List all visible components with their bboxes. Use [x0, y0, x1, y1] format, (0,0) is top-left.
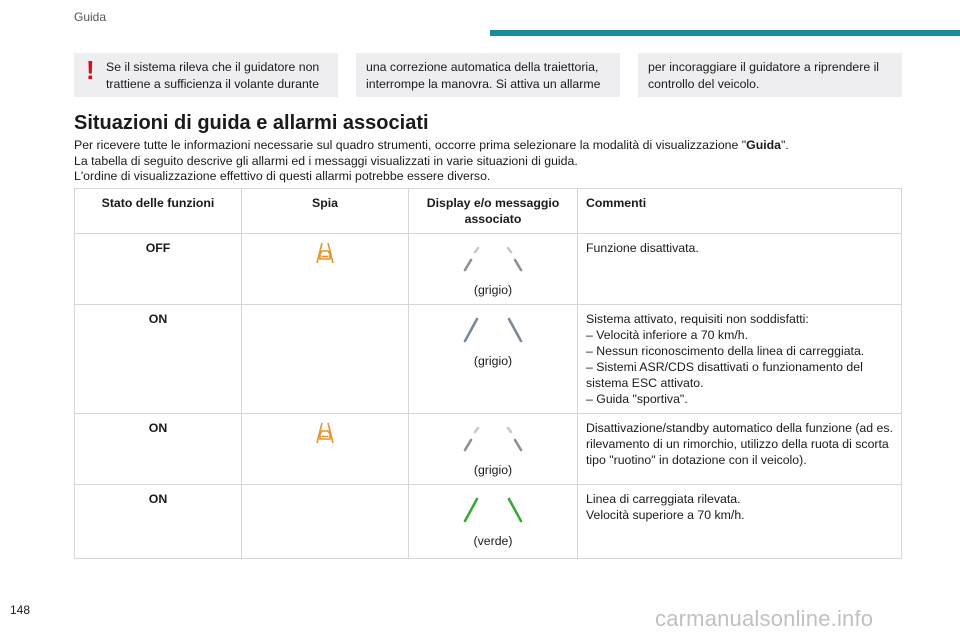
comment-line: Sistema attivato, requisiti non soddisfatti: [586, 312, 809, 326]
display-cell [409, 485, 578, 559]
warning-box-3-text: per incoraggiare il guidatore a riprendere il controllo del veicolo. [648, 60, 880, 91]
situations-table [74, 188, 902, 559]
warning-box-2-text: una correzione automatica della traiettoria, interrompe la manovra. Si attiva un allarme [366, 60, 601, 91]
spia-cell [242, 305, 409, 414]
page-number: 148 [10, 603, 31, 617]
spia-cell [242, 234, 409, 305]
header-accent-bar [490, 30, 960, 36]
intro-line-1-suffix: ". [780, 138, 789, 152]
table-row [75, 234, 902, 305]
header-stato: Stato delle funzioni [75, 189, 242, 234]
comment-line: Disattivazione/standby automatico della funzione (ad es. rilevamento di un rimorchio, utilizzo della ruota di scorta tipo "ruotino" in dotazione con il veicolo). [586, 421, 893, 467]
spia-cell [242, 414, 409, 485]
intro-line-2: La tabella di seguito descrive gli allarmi ed i messaggi visualizzati in varie situazioni di guida. [74, 153, 578, 168]
comment-line: Funzione disattivata. [586, 241, 699, 255]
comment-line: – Velocità inferiore a 70 km/h. [586, 328, 748, 342]
comment-line: – Sistemi ASR/CDS disattivati o funzionamento del sistema ESC attivato. [586, 360, 863, 390]
header-display: Display e/o messaggio associato [409, 189, 578, 234]
table-row [75, 414, 902, 485]
display-label: (verde) [473, 534, 513, 548]
state-cell: ON [75, 414, 242, 485]
lane-lines-dashed-icon [461, 246, 525, 272]
comment-line: Linea di carreggiata rilevata. [586, 492, 741, 506]
lane-keep-icon [312, 422, 338, 444]
comment-line: – Guida "sportiva". [586, 392, 688, 406]
warning-box-3 [638, 53, 902, 97]
header-commenti: Commenti [578, 189, 902, 234]
display-label: (grigio) [473, 354, 513, 368]
warning-box-2 [356, 53, 620, 97]
display-cell [409, 305, 578, 414]
lane-lines-solid-green-icon [461, 497, 525, 523]
display-label: (grigio) [473, 463, 513, 477]
header-title: Guida [74, 10, 107, 24]
intro-line-3: L'ordine di visualizzazione effettivo di questi allarmi potrebbe essere diverso. [74, 169, 491, 183]
warning-box-1-text: Se il sistema rileva che il guidatore non trattiene a sufficienza il volante durante [106, 60, 320, 91]
state-cell: ON [75, 485, 242, 559]
section-title: Situazioni di guida e allarmi associati [74, 112, 429, 134]
table-row [75, 305, 902, 414]
display-label: (grigio) [473, 283, 513, 297]
comments-cell [578, 485, 902, 559]
warning-exclamation-icon: ! [86, 55, 95, 85]
lane-keep-icon [312, 242, 338, 264]
table-row [75, 485, 902, 559]
comments-cell [578, 234, 902, 305]
lane-lines-dashed-icon [461, 426, 525, 452]
intro-text [74, 138, 904, 185]
intro-line-1 [74, 138, 904, 154]
header-spia: Spia [242, 189, 409, 234]
comment-line: Velocità superiore a 70 km/h. [586, 508, 745, 522]
display-cell [409, 234, 578, 305]
comment-line: – Nessun riconoscimento della linea di carreggiata. [586, 344, 865, 358]
display-cell [409, 414, 578, 485]
intro-line-1-bold: Guida [746, 138, 781, 152]
state-cell: ON [75, 305, 242, 414]
watermark: carmanualsonline.info [655, 606, 874, 631]
state-cell: OFF [75, 234, 242, 305]
spia-cell [242, 485, 409, 559]
comments-cell [578, 305, 902, 414]
warning-box-1 [74, 53, 338, 97]
intro-line-1-prefix: Per ricevere tutte le informazioni necessarie sul quadro strumenti, occorre prima selezionare la modalità di visualizzazione " [74, 138, 747, 152]
lane-lines-solid-grey-icon [461, 317, 525, 343]
table-header-row [75, 189, 902, 234]
comments-cell [578, 414, 902, 485]
